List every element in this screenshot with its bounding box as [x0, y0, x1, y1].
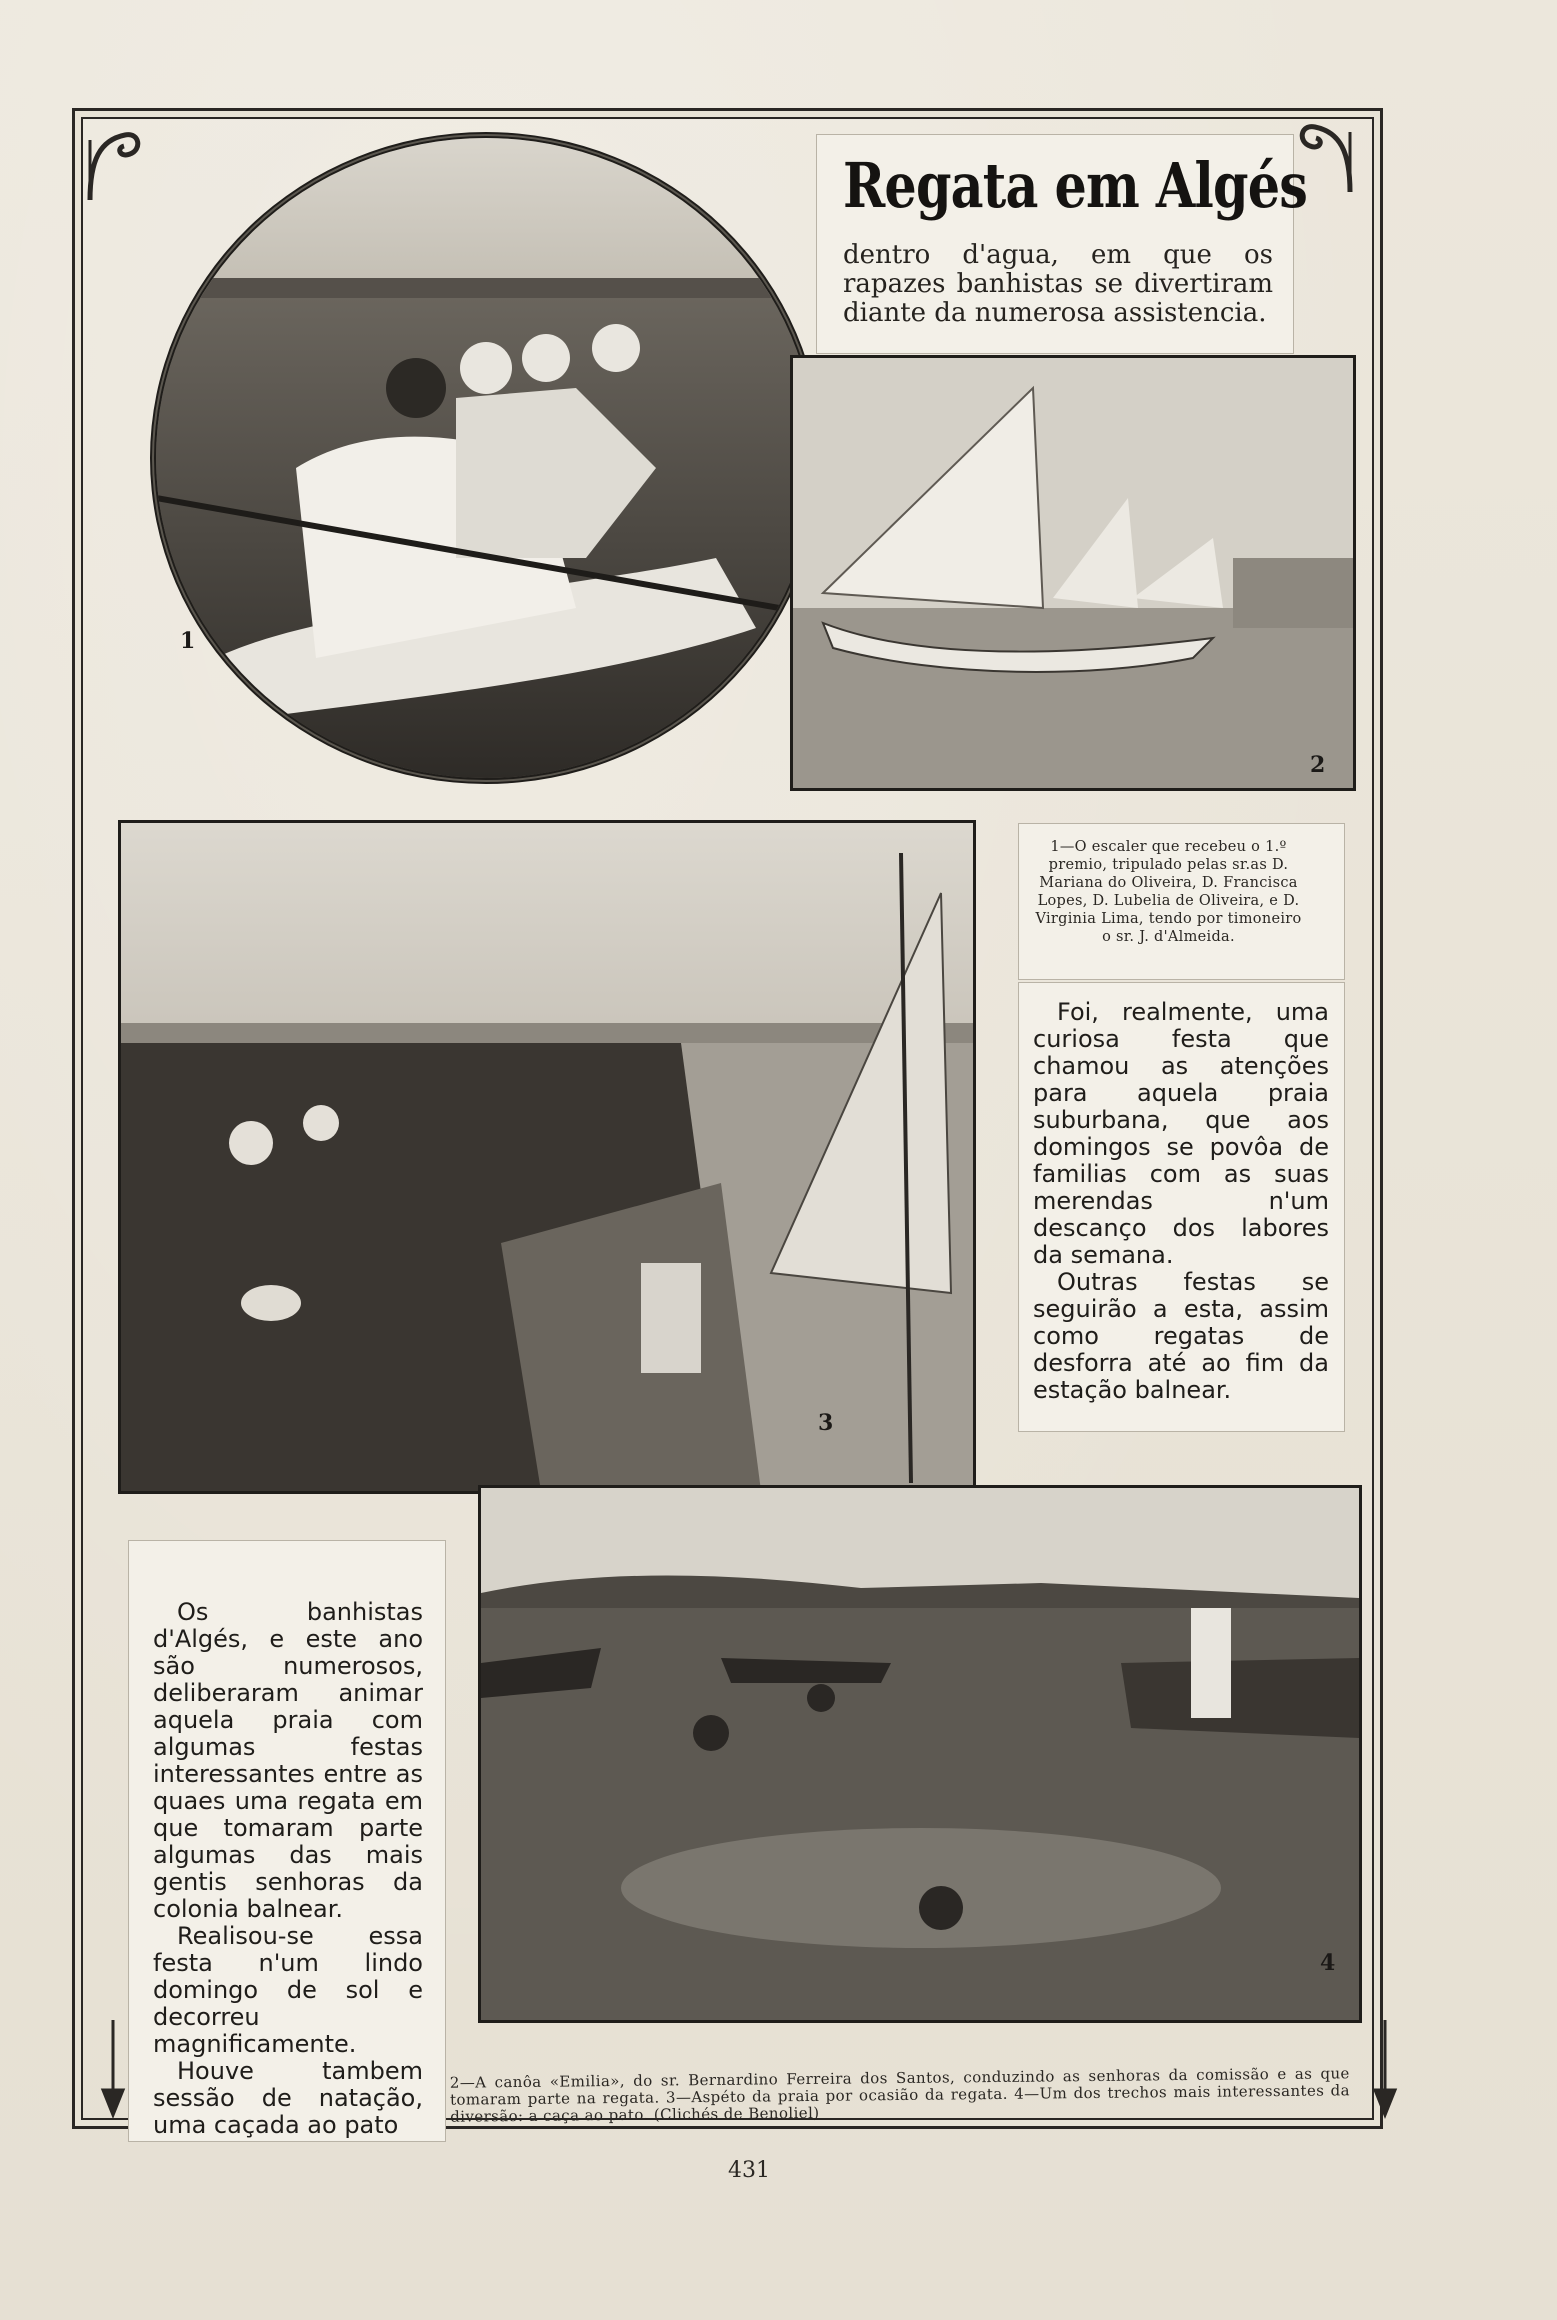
photo-2-sailboats — [790, 355, 1356, 791]
right-column-text — [1033, 999, 1329, 1404]
photo-number-2: 2 — [1310, 752, 1326, 778]
photo-4-duck-hunt — [478, 1485, 1362, 2023]
bottom-ornament-left-icon — [98, 2020, 128, 2120]
title-box — [816, 134, 1308, 354]
right-column-box — [1018, 982, 1345, 1432]
left-paragraph-3: Houve tambem sessão de natação, uma caçada ao pato — [153, 2057, 423, 2139]
left-paragraph-2: Realisou-se essa festa n'um lindo domingo de sol e decorreu magnificamente. — [153, 1922, 423, 2058]
photo-number-3: 3 — [818, 1410, 834, 1436]
right-paragraph-2: Outras festas se seguirão a esta, assim como regatas de desforra até ao fim da estação balnear. — [1033, 1268, 1329, 1404]
photo-number-1: 1 — [180, 628, 196, 654]
article-title: Regata em Algés — [843, 149, 1308, 222]
corner-ornament-left-icon — [80, 120, 150, 210]
caption-box-1 — [1018, 823, 1345, 980]
photo-3-beach-crowd — [118, 820, 976, 1494]
left-paragraph-1: Os banhistas d'Algés, e este ano são numerosos, deliberaram animar aquela praia com algumas festas interessantes entre as quaes uma regata em que tomaram parte algumas das mais gentis senhoras da colonia balnear. — [153, 1598, 423, 1923]
right-paragraph-1: Foi, realmente, uma curiosa festa que chamou as atenções para aquela praia suburbana, que aos domingos se povôa de familias com as suas merendas n'um descanço dos labores da semana. — [1033, 998, 1329, 1269]
caption-1: 1—O escaler que recebeu o 1.º premio, tripulado pelas sr.as D. Mariana do Oliveira, D. Francisca Lopes, D. Lubelia de Oliveira, e D. Virginia Lima, tendo por timoneiro o sr. J. d'Almeida. — [1035, 839, 1302, 945]
left-column-text — [153, 1599, 423, 2139]
photo-1-rowboat — [150, 132, 822, 784]
photo-number-4: 4 — [1320, 1950, 1336, 1976]
page-number: 431 — [728, 2158, 770, 2183]
bottom-caption: 2—A canôa «Emilia», do sr. Bernardino Ferreira dos Santos, conduzindo as senhoras da comissão e as que tomaram parte na regata. 3—Aspéto da praia por ocasião da regata. 4—Um dos trechos mais interessantes da diversão: a caça ao pato. (Clichés de Benoliel) — [449, 2064, 1351, 2126]
bottom-ornament-right-icon — [1370, 2020, 1400, 2120]
article-subtitle: dentro d'agua, em que os rapazes banhistas se divertiram diante da numerosa assistencia. — [843, 240, 1273, 328]
left-column-box — [128, 1540, 446, 2142]
